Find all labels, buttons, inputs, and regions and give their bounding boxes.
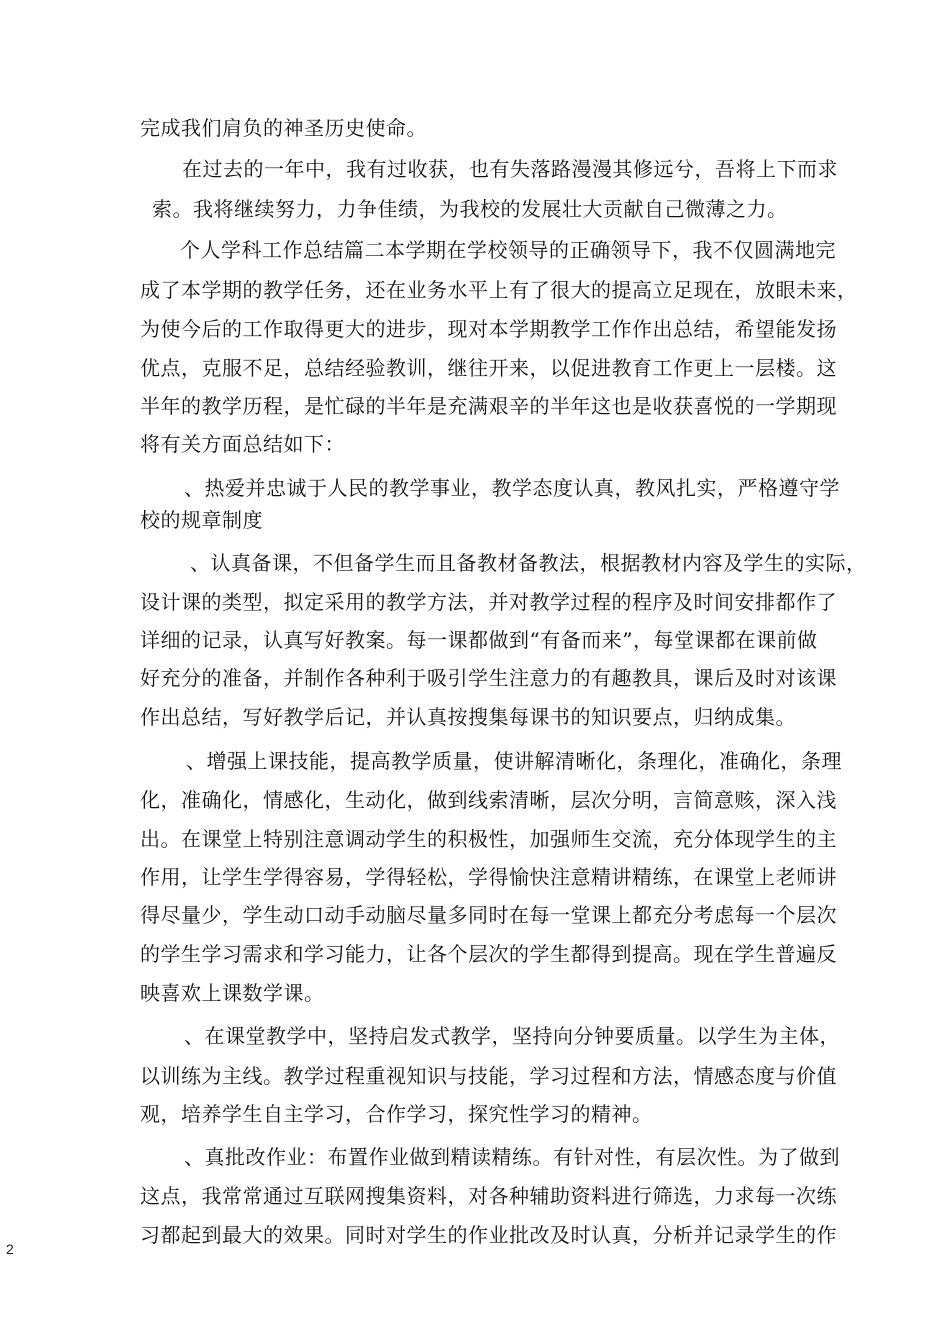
text-line: 索。我将继续努力，力争佳绩，为我校的发展壮大贡献自己微薄之力。 bbox=[152, 197, 788, 221]
text-line: 在过去的一年中，我有过收获，也有失落路漫漫其修远兮，吾将上下而求 bbox=[182, 157, 838, 181]
text-line: 化，准确化，情感化，生动化，做到线索清晰，层次分明，言简意赅，深入浅 bbox=[140, 788, 837, 812]
text-line: 作用，让学生学得容易，学得轻松，学得愉快注意精讲精练，在课堂上老师讲 bbox=[140, 865, 837, 889]
text-line: 完成我们肩负的神圣历史使命。 bbox=[140, 116, 427, 140]
text-line: 这点，我常常通过互联网搜集资料，对各种辅助资料进行筛选，力求每一次练 bbox=[140, 1184, 837, 1208]
text-line: 校的规章制度 bbox=[140, 508, 263, 532]
text-line: 、在课堂教学中，坚持启发式教学，坚持向分钟要质量。以学生为主体， bbox=[184, 1024, 840, 1048]
text-line: 、热爱并忠诚于人民的教学事业，教学态度认真，教风扎实，严格遵守学 bbox=[184, 476, 840, 500]
text-line: 习都起到最大的效果。同时对学生的作业批改及时认真，分析并记录学生的作 bbox=[140, 1223, 837, 1247]
text-line: 观，培养学生自主学习，合作学习，探究性学习的精神。 bbox=[140, 1102, 653, 1126]
text-line: 半年的教学历程，是忙碌的半年是充满艰辛的半年这也是收获喜悦的一学期现 bbox=[140, 394, 837, 418]
page-number: 2 bbox=[6, 1241, 14, 1257]
text-line: 、真批改作业：布置作业做到精读精练。有针对性，有层次性。为了做到 bbox=[184, 1145, 840, 1169]
text-line: 为使今后的工作取得更大的进步，现对本学期教学工作作出总结，希望能发扬 bbox=[140, 317, 837, 341]
text-line: 将有关方面总结如下： bbox=[140, 432, 345, 456]
text-line: 优点，克服不足，总结经验教训，继往开来，以促进教育工作更上一层楼。这 bbox=[140, 356, 837, 380]
text-line: 好充分的准备，并制作各种利于吸引学生注意力的有趣教具，课后及时对该课 bbox=[140, 666, 837, 690]
text-line: 以训练为主线。教学过程重视知识与技能，学习过程和方法，情感态度与价值 bbox=[140, 1064, 837, 1088]
text-line: 出。在课堂上特别注意调动学生的积极性，加强师生交流，充分体现学生的主 bbox=[140, 827, 837, 851]
text-line: 成了本学期的教学任务，还在业务水平上有了很大的提高立足现在，放眼未来， bbox=[140, 278, 858, 302]
text-line: 、增强上课技能，提高教学质量，使讲解清晰化，条理化，准确化，条理 bbox=[186, 749, 842, 773]
text-line: 得尽量少，学生动口动手动脑尽量多同时在每一堂课上都充分考虑每一个层次 bbox=[140, 903, 837, 927]
text-line: 的学生学习需求和学习能力，让各个层次的学生都得到提高。现在学生普遍反 bbox=[140, 942, 837, 966]
text-line: 、认真备课，不但备学生而且备教材备教法，根据教材内容及学生的实际， bbox=[190, 551, 867, 575]
text-line: 个人学科工作总结篇二本学期在学校领导的正确领导下，我不仅圆满地完 bbox=[180, 238, 836, 262]
text-line: 作出总结，写好教学后记，并认真按搜集每课书的知识要点，归纳成集。 bbox=[140, 705, 796, 729]
text-line: 映喜欢上课数学课。 bbox=[140, 981, 325, 1005]
text-line: 设计课的类型，拟定采用的教学方法，并对教学过程的程序及时间安排都作了 bbox=[140, 590, 837, 614]
text-line: 详细的记录，认真写好教案。每一课都做到“有备而来”，每堂课都在课前做 bbox=[140, 628, 818, 652]
